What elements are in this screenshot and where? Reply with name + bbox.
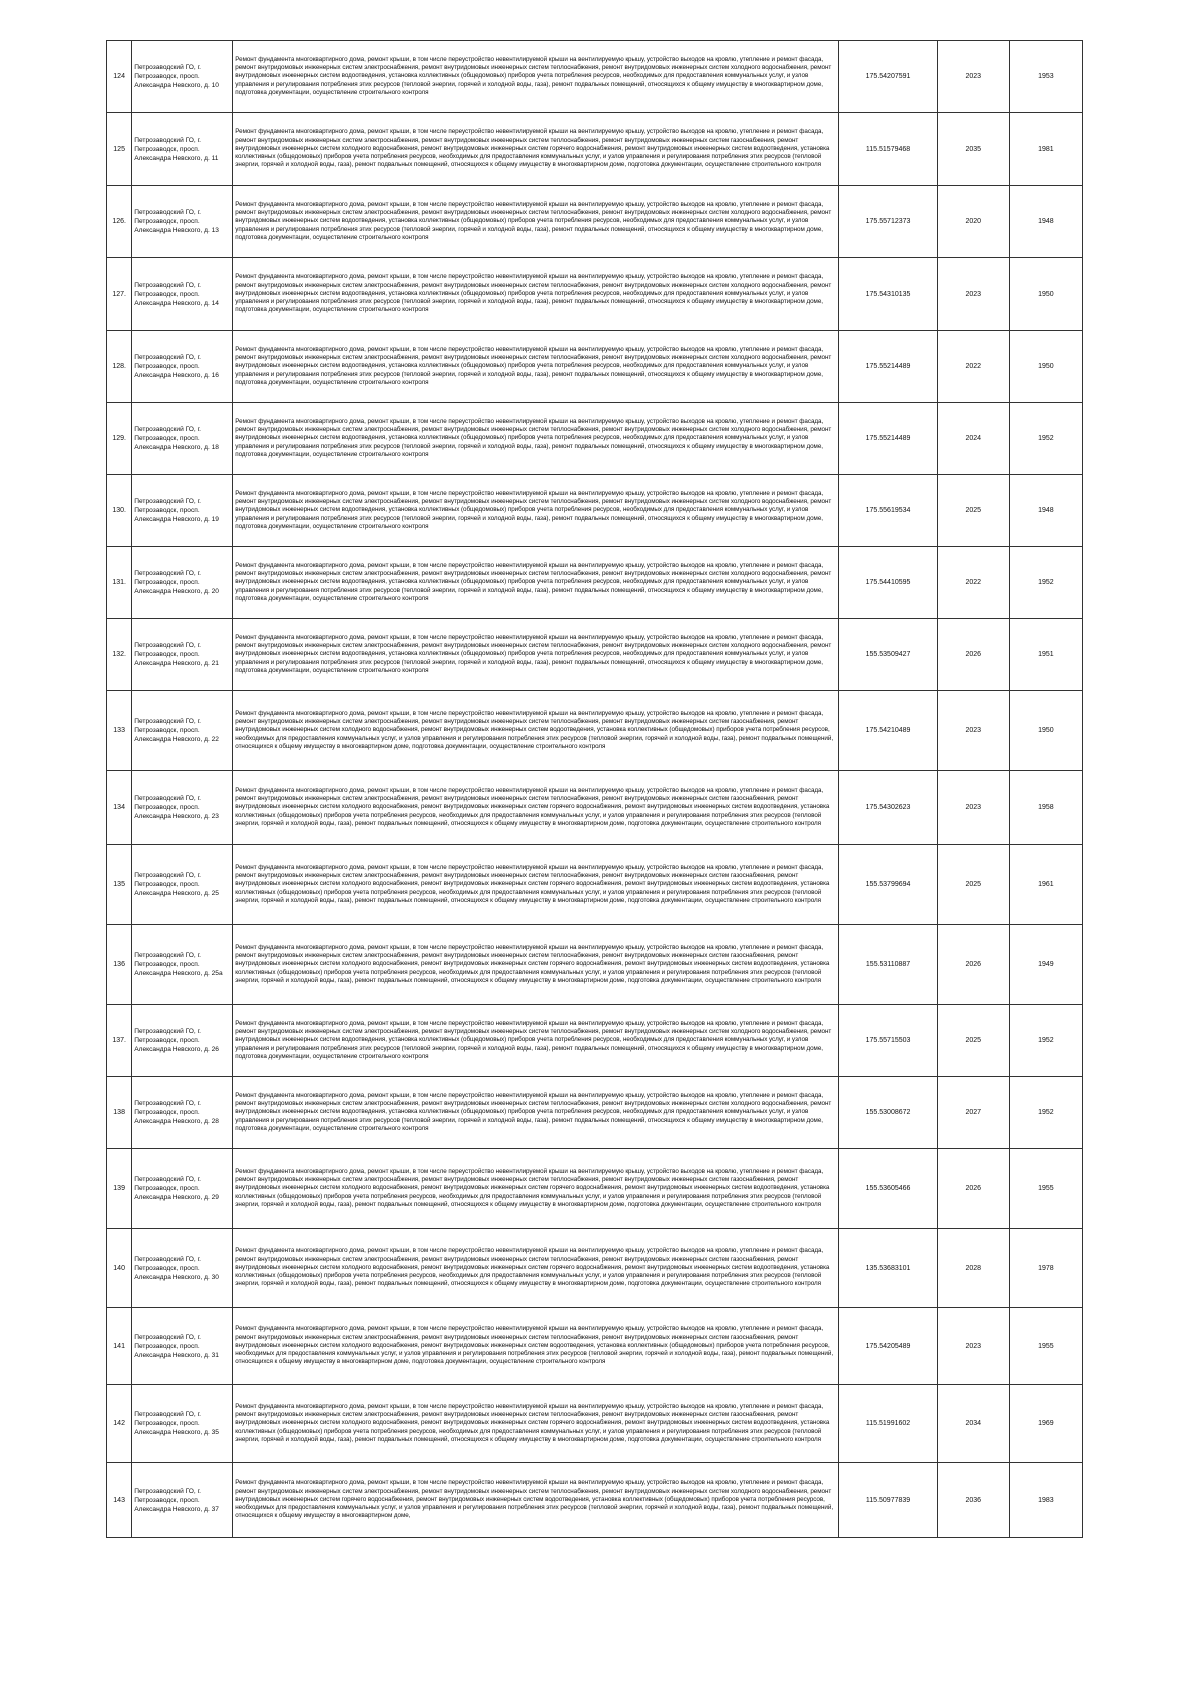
row-cost-cell: [839, 771, 937, 845]
row-built-year-cell: [1009, 113, 1082, 186]
row-cost: 115.51579468: [865, 145, 911, 153]
row-works-cell: [233, 691, 839, 771]
row-address-cell: [132, 691, 233, 771]
row-address: Петрозаводский ГО, г. Петрозаводск, просп. Александра Невского, д. 22: [134, 718, 219, 743]
row-planned-year-cell: [937, 331, 1009, 403]
row-cost: 175.55214489: [865, 363, 911, 370]
row-address: Петрозаводский ГО, г. Петрозаводск, просп. Александра Невского, д. 23: [134, 795, 219, 820]
row-works-cell: [233, 403, 839, 475]
row-planned-year-cell: [937, 258, 1009, 331]
row-number: 136: [113, 961, 125, 968]
row-cost: 175.55214489: [865, 435, 911, 442]
table-row: [107, 41, 1083, 113]
row-number-cell: [107, 1385, 132, 1463]
row-number-cell: [107, 1149, 132, 1229]
row-cost-cell: [839, 925, 937, 1005]
row-cost: 135.53683101: [865, 1264, 911, 1272]
row-works: Ремонт фундамента многоквартирного дома, ремонт крыши, в том числе переустройство невентилируемой крыши на вентилируемую крышу, устройство выходов на кровлю, утепление и ремонт фасада, ремонт внутридомовых инженерных систем электроснабжения, ремонт внутридомовых инженерных систем теплоснабжения, ремонт внутридомовых инженерных систем газоснабжения, ремонт внутридомовых инженерных систем холодного водоснабжения, ремонт внутридомовых инженерных систем горячего водоснабжения, ремонт внутридомовых инженерных систем водоотведения, установка коллективных (общедомовых) приборов учета потребления ресурсов, необходимых для предоставления коммунальных услуг, и узлов управления и регулирования потребления этих ресурсов (тепловой энергии, горячей и холодной воды, газа), ремонт подвальных помещений, относящихся к общему имуществу в многоквартирном доме, подготовка документации, осуществление строительного контроля: [235, 786, 830, 827]
row-planned-year: 2026: [965, 961, 982, 968]
row-cost: 115.51991602: [865, 1420, 911, 1427]
row-built-year: 1948: [1038, 218, 1054, 225]
row-planned-year-cell: [937, 547, 1009, 619]
row-number: 128.: [112, 363, 126, 370]
row-built-year: 1978: [1038, 1264, 1054, 1272]
row-built-year: 1955: [1038, 1342, 1054, 1350]
row-built-year-cell: [1009, 771, 1082, 845]
row-works-cell: [233, 1385, 839, 1463]
row-cost: 175.54210489: [865, 727, 911, 734]
row-number-cell: [107, 113, 132, 186]
row-planned-year: 2025: [965, 507, 982, 514]
row-works: Ремонт фундамента многоквартирного дома, ремонт крыши, в том числе переустройство невентилируемой крыши на вентилируемую крышу, устройство выходов на кровлю, утепление и ремонт фасада, ремонт внутридомовых инженерных систем электроснабжения, ремонт внутридомовых инженерных систем теплоснабжения, ремонт внутридомовых инженерных систем газоснабжения, ремонт внутридомовых инженерных систем холодного водоснабжения, ремонт внутридомовых инженерных систем горячего водоснабжения, ремонт внутридомовых инженерных систем водоотведения, установка коллективных (общедомовых) приборов учета потребления ресурсов, необходимых для предоставления коммунальных услуг, и узлов управления и регулирования потребления этих ресурсов (тепловой энергии, горячей и холодной воды, газа), ремонт подвальных помещений, относящихся к общему имуществу в многоквартирном доме, подготовка документации, осуществление строительного контроля: [235, 863, 830, 904]
row-works: Ремонт фундамента многоквартирного дома, ремонт крыши, в том числе переустройство невентилируемой крыши на вентилируемую крышу, устройство выходов на кровлю, утепление и ремонт фасада, ремонт внутридомовых инженерных систем электроснабжения, ремонт внутридомовых инженерных систем теплоснабжения, ремонт внутридомовых инженерных систем холодного водоснабжения, ремонт внутридомовых инженерных систем водоотведения, установка коллективных (общедомовых) приборов учета потребления ресурсов, необходимых для предоставления коммунальных услуг, и узлов управления и регулирования потребления этих ресурсов (тепловой энергии, горячей и холодной воды, газа), ремонт подвальных помещений, относящихся к общему имуществу в многоквартирном доме, подготовка документации, осуществление строительного контроля: [235, 633, 832, 674]
row-built-year-cell: [1009, 691, 1082, 771]
row-works: Ремонт фундамента многоквартирного дома, ремонт крыши, в том числе переустройство невентилируемой крыши на вентилируемую крышу, устройство выходов на кровлю, утепление и ремонт фасада, ремонт внутридомовых инженерных систем электроснабжения, ремонт внутридомовых инженерных систем теплоснабжения, ремонт внутридомовых инженерных систем газоснабжения, ремонт внутридомовых инженерных систем холодного водоснабжения, ремонт внутридомовых инженерных систем горячего водоснабжения, ремонт внутридомовых инженерных систем водоотведения, установка коллективных (общедомовых) приборов учета потребления ресурсов, необходимых для предоставления коммунальных услуг, и узлов управления и регулирования потребления этих ресурсов (тепловой энергии, горячей и холодной воды, газа), ремонт подвальных помещений, относящихся к общему имуществу в многоквартирном доме, подготовка документации, осуществление строительного контроля: [235, 1247, 830, 1288]
row-address-cell: [132, 186, 233, 258]
row-cost-cell: [839, 403, 937, 475]
row-planned-year-cell: [937, 771, 1009, 845]
row-works-cell: [233, 113, 839, 186]
row-cost-cell: [839, 1385, 937, 1463]
row-works-cell: [233, 1463, 839, 1538]
row-built-year-cell: [1009, 403, 1082, 475]
row-planned-year: 2036: [965, 1496, 982, 1504]
row-planned-year-cell: [937, 475, 1009, 547]
row-cost-cell: [839, 1308, 937, 1385]
row-number: 133: [113, 727, 125, 734]
row-built-year-cell: [1009, 475, 1082, 547]
row-planned-year: 2024: [965, 435, 982, 442]
row-planned-year: 2023: [965, 290, 982, 298]
row-address-cell: [132, 41, 233, 113]
row-built-year-cell: [1009, 1229, 1082, 1308]
row-address-cell: [132, 403, 233, 475]
row-number-cell: [107, 1005, 132, 1077]
row-planned-year-cell: [937, 186, 1009, 258]
row-address: Петрозаводский ГО, г. Петрозаводск, просп. Александра Невского, д. 20: [134, 570, 219, 595]
row-works: Ремонт фундамента многоквартирного дома, ремонт крыши, в том числе переустройство невентилируемой крыши на вентилируемую крышу, устройство выходов на кровлю, утепление и ремонт фасада, ремонт внутридомовых инженерных систем электроснабжения, ремонт внутридомовых инженерных систем теплоснабжения, ремонт внутридомовых инженерных систем холодного водоснабжения, ремонт внутридомовых инженерных систем водоотведения, установка коллективных (общедомовых) приборов учета потребления ресурсов, необходимых для предоставления коммунальных услуг, и узлов управления и регулирования потребления этих ресурсов (тепловой энергии, горячей и холодной воды, газа), ремонт подвальных помещений, относящихся к общему имуществу в многоквартирном доме, подготовка документации, осуществление строительного контроля: [235, 1091, 832, 1132]
row-cost: 155.53799694: [865, 881, 911, 888]
table-row: [107, 331, 1083, 403]
row-number: 135: [113, 881, 125, 888]
row-number-cell: [107, 619, 132, 691]
row-planned-year-cell: [937, 1077, 1009, 1149]
row-cost-cell: [839, 258, 937, 331]
row-works-cell: [233, 771, 839, 845]
table-body: [107, 41, 1083, 1538]
row-works-cell: [233, 41, 839, 113]
row-cost-cell: [839, 845, 937, 925]
row-built-year: 1969: [1038, 1420, 1054, 1427]
row-number-cell: [107, 258, 132, 331]
row-built-year: 1950: [1038, 727, 1054, 734]
row-built-year: 1952: [1038, 435, 1054, 442]
row-address-cell: [132, 619, 233, 691]
row-built-year: 1961: [1038, 881, 1054, 888]
table-row: [107, 1005, 1083, 1077]
row-works-cell: [233, 1149, 839, 1229]
row-number-cell: [107, 1463, 132, 1538]
row-planned-year-cell: [937, 619, 1009, 691]
row-built-year-cell: [1009, 1149, 1082, 1229]
table-row: [107, 1308, 1083, 1385]
row-address-cell: [132, 1229, 233, 1308]
row-built-year-cell: [1009, 619, 1082, 691]
row-cost-cell: [839, 331, 937, 403]
row-works-cell: [233, 925, 839, 1005]
row-number: 137.: [112, 1037, 126, 1044]
row-address-cell: [132, 1005, 233, 1077]
row-number: 138: [113, 1109, 125, 1116]
row-address: Петрозаводский ГО, г. Петрозаводск, просп. Александра Невского, д. 26: [134, 1028, 219, 1053]
table-row: [107, 771, 1083, 845]
row-address: Петрозаводский ГО, г. Петрозаводск, просп. Александра Невского, д. 25а: [134, 952, 223, 977]
row-address-cell: [132, 1149, 233, 1229]
row-number-cell: [107, 186, 132, 258]
row-built-year-cell: [1009, 925, 1082, 1005]
row-number-cell: [107, 41, 132, 113]
row-works: Ремонт фундамента многоквартирного дома, ремонт крыши, в том числе переустройство невентилируемой крыши на вентилируемую крышу, устройство выходов на кровлю, утепление и ремонт фасада, ремонт внутридомовых инженерных систем электроснабжения, ремонт внутридомовых инженерных систем теплоснабжения, ремонт внутридомовых инженерных систем холодного водоснабжения, ремонт внутридомовых инженерных систем горячего водоснабжения, ремонт внутридомовых инженерных систем водоотведения, установка коллективных (общедомовых) приборов учета потребления ресурсов, необходимых для предоставления коммунальных услуг, и узлов управления и регулирования потребления этих ресурсов (тепловой энергии, горячей и холодной воды, газа), ремонт подвальных помещений, относящихся к общему имуществу в многоквартирном доме,: [235, 1479, 834, 1520]
row-works: Ремонт фундамента многоквартирного дома, ремонт крыши, в том числе переустройство невентилируемой крыши на вентилируемую крышу, устройство выходов на кровлю, утепление и ремонт фасада, ремонт внутридомовых инженерных систем электроснабжения, ремонт внутридомовых инженерных систем теплоснабжения, ремонт внутридомовых инженерных систем газоснабжения, ремонт внутридомовых инженерных систем холодного водоснабжения, ремонт внутридомовых инженерных систем водоотведения, установка коллективных (общедомовых) приборов учета потребления ресурсов, необходимых для предоставления коммунальных услуг, и узлов управления и регулирования потребления этих ресурсов (тепловой энергии, горячей и холодной воды, газа), ремонт подвальных помещений, относящихся к общему имуществу в многоквартирном доме, подготовка документации, осуществление строительного контроля: [235, 1325, 834, 1366]
row-cost-cell: [839, 41, 937, 113]
row-built-year: 1949: [1038, 961, 1054, 968]
row-number-cell: [107, 475, 132, 547]
row-works: Ремонт фундамента многоквартирного дома, ремонт крыши, в том числе переустройство невентилируемой крыши на вентилируемую крышу, устройство выходов на кровлю, утепление и ремонт фасада, ремонт внутридомовых инженерных систем электроснабжения, ремонт внутридомовых инженерных систем теплоснабжения, ремонт внутридомовых инженерных систем холодного водоснабжения, ремонт внутридомовых инженерных систем водоотведения, установка коллективных (общедомовых) приборов учета потребления ресурсов, необходимых для предоставления коммунальных услуг, и узлов управления и регулирования потребления этих ресурсов (тепловой энергии, горячей и холодной воды, газа), ремонт подвальных помещений, относящихся к общему имуществу в многоквартирном доме, подготовка документации, осуществление строительного контроля: [235, 417, 832, 458]
row-address-cell: [132, 771, 233, 845]
row-planned-year-cell: [937, 41, 1009, 113]
row-cost: 175.54310135: [865, 290, 911, 298]
row-built-year-cell: [1009, 1385, 1082, 1463]
table-row: [107, 691, 1083, 771]
row-built-year-cell: [1009, 41, 1082, 113]
table-row: [107, 258, 1083, 331]
row-address: Петрозаводский ГО, г. Петрозаводск, просп. Александра Невского, д. 21: [134, 642, 219, 667]
row-cost-cell: [839, 547, 937, 619]
row-cost-cell: [839, 1229, 937, 1308]
row-address-cell: [132, 845, 233, 925]
row-planned-year-cell: [937, 845, 1009, 925]
row-address: Петрозаводский ГО, г. Петрозаводск, просп. Александра Невского, д. 25: [134, 872, 219, 897]
row-planned-year: 2026: [965, 1185, 982, 1192]
row-built-year-cell: [1009, 845, 1082, 925]
row-number-cell: [107, 691, 132, 771]
row-built-year: 1983: [1038, 1496, 1054, 1504]
table-row: [107, 113, 1083, 186]
row-number-cell: [107, 403, 132, 475]
row-built-year: 1950: [1038, 363, 1054, 370]
row-works: Ремонт фундамента многоквартирного дома, ремонт крыши, в том числе переустройство невентилируемой крыши на вентилируемую крышу, устройство выходов на кровлю, утепление и ремонт фасада, ремонт внутридомовых инженерных систем электроснабжения, ремонт внутридомовых инженерных систем теплоснабжения, ремонт внутридомовых инженерных систем холодного водоснабжения, ремонт внутридомовых инженерных систем водоотведения, установка коллективных (общедомовых) приборов учета потребления ресурсов, необходимых для предоставления коммунальных услуг, и узлов управления и регулирования потребления этих ресурсов (тепловой энергии, горячей и холодной воды, газа), ремонт подвальных помещений, относящихся к общему имуществу в многоквартирном доме, подготовка документации, осуществление строительного контроля: [235, 561, 832, 602]
row-works: Ремонт фундамента многоквартирного дома, ремонт крыши, в том числе переустройство невентилируемой крыши на вентилируемую крышу, устройство выходов на кровлю, утепление и ремонт фасада, ремонт внутридомовых инженерных систем электроснабжения, ремонт внутридомовых инженерных систем теплоснабжения, ремонт внутридомовых инженерных систем холодного водоснабжения, ремонт внутридомовых инженерных систем водоотведения, установка коллективных (общедомовых) приборов учета потребления ресурсов, необходимых для предоставления коммунальных услуг, и узлов управления и регулирования потребления этих ресурсов (тепловой энергии, горячей и холодной воды, газа), ремонт подвальных помещений, относящихся к общему имуществу в многоквартирном доме, подготовка документации, осуществление строительного контроля: [235, 55, 832, 96]
row-address-cell: [132, 331, 233, 403]
row-planned-year: 2035: [965, 145, 982, 153]
row-built-year-cell: [1009, 186, 1082, 258]
row-planned-year: 2027: [965, 1109, 982, 1116]
row-planned-year: 2023: [965, 727, 982, 734]
row-number: 143: [113, 1496, 125, 1504]
row-works: Ремонт фундамента многоквартирного дома, ремонт крыши, в том числе переустройство невентилируемой крыши на вентилируемую крышу, устройство выходов на кровлю, утепление и ремонт фасада, ремонт внутридомовых инженерных систем электроснабжения, ремонт внутридомовых инженерных систем теплоснабжения, ремонт внутридомовых инженерных систем холодного водоснабжения, ремонт внутридомовых инженерных систем водоотведения, установка коллективных (общедомовых) приборов учета потребления ресурсов, необходимых для предоставления коммунальных услуг, и узлов управления и регулирования потребления этих ресурсов (тепловой энергии, горячей и холодной воды, газа), ремонт подвальных помещений, относящихся к общему имуществу в многоквартирном доме, подготовка документации, осуществление строительного контроля: [235, 1019, 832, 1060]
row-cost: 175.54302623: [865, 804, 911, 811]
row-address: Петрозаводский ГО, г. Петрозаводск, просп. Александра Невского, д. 35: [134, 1411, 219, 1436]
row-address: Петрозаводский ГО, г. Петрозаводск, просп. Александра Невского, д. 18: [134, 426, 219, 451]
row-address: Петрозаводский ГО, г. Петрозаводск, просп. Александра Невского, д. 30: [134, 1255, 219, 1281]
row-cost-cell: [839, 475, 937, 547]
row-works: Ремонт фундамента многоквартирного дома, ремонт крыши, в том числе переустройство невентилируемой крыши на вентилируемую крышу, устройство выходов на кровлю, утепление и ремонт фасада, ремонт внутридомовых инженерных систем электроснабжения, ремонт внутридомовых инженерных систем теплоснабжения, ремонт внутридомовых инженерных систем холодного водоснабжения, ремонт внутридомовых инженерных систем водоотведения, установка коллективных (общедомовых) приборов учета потребления ресурсов, необходимых для предоставления коммунальных услуг, и узлов управления и регулирования потребления этих ресурсов (тепловой энергии, горячей и холодной воды, газа), ремонт подвальных помещений, относящихся к общему имуществу в многоквартирном доме, подготовка документации, осуществление строительного контроля: [235, 489, 832, 530]
row-works-cell: [233, 186, 839, 258]
row-number: 126.: [112, 218, 126, 225]
table-row: [107, 547, 1083, 619]
row-works: Ремонт фундамента многоквартирного дома, ремонт крыши, в том числе переустройство невентилируемой крыши на вентилируемую крышу, устройство выходов на кровлю, утепление и ремонт фасада, ремонт внутридомовых инженерных систем электроснабжения, ремонт внутридомовых инженерных систем теплоснабжения, ремонт внутридомовых инженерных систем газоснабжения, ремонт внутридомовых инженерных систем холодного водоснабжения, ремонт внутридомовых инженерных систем водоотведения, установка коллективных (общедомовых) приборов учета потребления ресурсов, необходимых для предоставления коммунальных услуг, и узлов управления и регулирования потребления этих ресурсов (тепловой энергии, горячей и холодной воды, газа), ремонт подвальных помещений, относящихся к общему имуществу в многоквартирном доме, подготовка документации, осуществление строительного контроля: [235, 709, 834, 750]
row-cost-cell: [839, 1005, 937, 1077]
row-planned-year: 2020: [965, 218, 982, 225]
row-cost: 175.55619534: [865, 507, 911, 514]
row-cost-cell: [839, 113, 937, 186]
row-address-cell: [132, 1308, 233, 1385]
table-row: [107, 619, 1083, 691]
row-number: 131.: [112, 579, 126, 586]
row-works-cell: [233, 258, 839, 331]
row-built-year-cell: [1009, 258, 1082, 331]
row-works-cell: [233, 619, 839, 691]
row-planned-year: 2022: [965, 579, 982, 586]
row-built-year: 1950: [1038, 290, 1054, 298]
row-works-cell: [233, 1229, 839, 1308]
row-works: Ремонт фундамента многоквартирного дома, ремонт крыши, в том числе переустройство невентилируемой крыши на вентилируемую крышу, устройство выходов на кровлю, утепление и ремонт фасада, ремонт внутридомовых инженерных систем электроснабжения, ремонт внутридомовых инженерных систем теплоснабжения, ремонт внутридомовых инженерных систем газоснабжения, ремонт внутридомовых инженерных систем холодного водоснабжения, ремонт внутридомовых инженерных систем горячего водоснабжения, ремонт внутридомовых инженерных систем водоотведения, установка коллективных (общедомовых) приборов учета потребления ресурсов, необходимых для предоставления коммунальных услуг, и узлов управления и регулирования потребления этих ресурсов (тепловой энергии, горячей и холодной воды, газа), ремонт подвальных помещений, относящихся к общему имуществу в многоквартирном доме, подготовка документации, осуществление строительного контроля: [235, 128, 830, 169]
row-works: Ремонт фундамента многоквартирного дома, ремонт крыши, в том числе переустройство невентилируемой крыши на вентилируемую крышу, устройство выходов на кровлю, утепление и ремонт фасада, ремонт внутридомовых инженерных систем электроснабжения, ремонт внутридомовых инженерных систем теплоснабжения, ремонт внутридомовых инженерных систем газоснабжения, ремонт внутридомовых инженерных систем холодного водоснабжения, ремонт внутридомовых инженерных систем горячего водоснабжения, ремонт внутридомовых инженерных систем водоотведения, установка коллективных (общедомовых) приборов учета потребления ресурсов, необходимых для предоставления коммунальных услуг, и узлов управления и регулирования потребления этих ресурсов (тепловой энергии, горячей и холодной воды, газа), ремонт подвальных помещений, относящихся к общему имуществу в многоквартирном доме, подготовка документации, осуществление строительного контроля: [235, 1402, 830, 1443]
row-built-year: 1953: [1038, 73, 1054, 80]
row-planned-year-cell: [937, 1149, 1009, 1229]
row-number: 129.: [112, 435, 126, 442]
row-number-cell: [107, 1308, 132, 1385]
row-works-cell: [233, 331, 839, 403]
row-address: Петрозаводский ГО, г. Петрозаводск, просп. Александра Невского, д. 11: [134, 136, 219, 162]
row-planned-year-cell: [937, 1308, 1009, 1385]
row-address-cell: [132, 547, 233, 619]
row-built-year: 1958: [1038, 804, 1054, 811]
row-planned-year: 2023: [965, 73, 982, 80]
row-cost-cell: [839, 186, 937, 258]
row-built-year-cell: [1009, 547, 1082, 619]
row-works: Ремонт фундамента многоквартирного дома, ремонт крыши, в том числе переустройство невентилируемой крыши на вентилируемую крышу, устройство выходов на кровлю, утепление и ремонт фасада, ремонт внутридомовых инженерных систем электроснабжения, ремонт внутридомовых инженерных систем теплоснабжения, ремонт внутридомовых инженерных систем холодного водоснабжения, ремонт внутридомовых инженерных систем водоотведения, установка коллективных (общедомовых) приборов учета потребления ресурсов, необходимых для предоставления коммунальных услуг, и узлов управления и регулирования потребления этих ресурсов (тепловой энергии, горячей и холодной воды, газа), ремонт подвальных помещений, относящихся к общему имуществу в многоквартирном доме, подготовка документации, осуществление строительного контроля: [235, 273, 832, 314]
row-number-cell: [107, 771, 132, 845]
row-address: Петрозаводский ГО, г. Петрозаводск, просп. Александра Невского, д. 14: [134, 281, 219, 307]
row-planned-year-cell: [937, 925, 1009, 1005]
row-planned-year-cell: [937, 1463, 1009, 1538]
row-cost: 155.53605466: [865, 1185, 911, 1192]
row-planned-year-cell: [937, 1229, 1009, 1308]
row-address: Петрозаводский ГО, г. Петрозаводск, просп. Александра Невского, д. 13: [134, 209, 219, 234]
row-address-cell: [132, 113, 233, 186]
table-row: [107, 403, 1083, 475]
row-built-year-cell: [1009, 1077, 1082, 1149]
table-row: [107, 1229, 1083, 1308]
row-works-cell: [233, 1308, 839, 1385]
row-cost: 175.54207591: [865, 73, 911, 80]
row-number: 141: [113, 1342, 125, 1350]
row-address: Петрозаводский ГО, г. Петрозаводск, просп. Александра Невского, д. 37: [134, 1487, 219, 1513]
table-row: [107, 186, 1083, 258]
row-cost: 115.50977839: [865, 1496, 911, 1504]
row-cost-cell: [839, 619, 937, 691]
row-works-cell: [233, 1077, 839, 1149]
row-cost: 155.53509427: [865, 651, 911, 658]
row-planned-year: 2023: [965, 804, 982, 811]
row-cost: 175.55715503: [865, 1037, 911, 1044]
row-planned-year-cell: [937, 113, 1009, 186]
row-number: 130.: [112, 507, 126, 514]
row-works-cell: [233, 1005, 839, 1077]
row-planned-year: 2022: [965, 363, 982, 370]
row-works-cell: [233, 475, 839, 547]
row-built-year: 1955: [1038, 1185, 1054, 1192]
row-cost: 155.53008672: [865, 1109, 911, 1116]
row-address: Петрозаводский ГО, г. Петрозаводск, просп. Александра Невского, д. 10: [134, 64, 219, 89]
row-planned-year: 2025: [965, 1037, 982, 1044]
row-address-cell: [132, 1463, 233, 1538]
row-number-cell: [107, 845, 132, 925]
row-number-cell: [107, 1229, 132, 1308]
row-cost-cell: [839, 1149, 937, 1229]
row-built-year: 1948: [1038, 507, 1054, 514]
row-planned-year-cell: [937, 1385, 1009, 1463]
table-row: [107, 1463, 1083, 1538]
table-row: [107, 1077, 1083, 1149]
row-works: Ремонт фундамента многоквартирного дома, ремонт крыши, в том числе переустройство невентилируемой крыши на вентилируемую крышу, устройство выходов на кровлю, утепление и ремонт фасада, ремонт внутридомовых инженерных систем электроснабжения, ремонт внутридомовых инженерных систем теплоснабжения, ремонт внутридомовых инженерных систем холодного водоснабжения, ремонт внутридомовых инженерных систем водоотведения, установка коллективных (общедомовых) приборов учета потребления ресурсов, необходимых для предоставления коммунальных услуг, и узлов управления и регулирования потребления этих ресурсов (тепловой энергии, горячей и холодной воды, газа), ремонт подвальных помещений, относящихся к общему имуществу в многоквартирном доме, подготовка документации, осуществление строительного контроля: [235, 200, 832, 241]
row-number-cell: [107, 547, 132, 619]
row-number-cell: [107, 925, 132, 1005]
row-planned-year-cell: [937, 403, 1009, 475]
row-cost-cell: [839, 1463, 937, 1538]
row-number: 127.: [112, 290, 126, 298]
row-number-cell: [107, 1077, 132, 1149]
row-number: 142: [113, 1420, 125, 1427]
row-built-year: 1951: [1038, 651, 1054, 658]
row-number: 125: [113, 145, 125, 153]
row-address: Петрозаводский ГО, г. Петрозаводск, просп. Александра Невского, д. 19: [134, 498, 219, 523]
row-built-year: 1952: [1038, 1037, 1054, 1044]
row-address: Петрозаводский ГО, г. Петрозаводск, просп. Александра Невского, д. 28: [134, 1100, 219, 1125]
row-cost: 175.54410595: [865, 579, 911, 586]
row-number: 139: [113, 1185, 125, 1192]
capital-repair-table: [106, 40, 1083, 1538]
row-address-cell: [132, 258, 233, 331]
row-cost-cell: [839, 691, 937, 771]
row-built-year-cell: [1009, 1308, 1082, 1385]
row-works-cell: [233, 547, 839, 619]
table-row: [107, 845, 1083, 925]
row-planned-year: 2034: [965, 1420, 982, 1427]
row-planned-year: 2026: [965, 651, 982, 658]
row-built-year: 1952: [1038, 579, 1054, 586]
row-number: 140: [113, 1264, 125, 1272]
row-works-cell: [233, 845, 839, 925]
row-built-year: 1952: [1038, 1109, 1054, 1116]
row-built-year-cell: [1009, 1463, 1082, 1538]
row-built-year: 1981: [1038, 145, 1054, 153]
row-number: 124: [113, 73, 125, 80]
row-planned-year: 2028: [965, 1264, 982, 1272]
row-cost: 175.54205489: [865, 1342, 911, 1350]
row-address: Петрозаводский ГО, г. Петрозаводск, просп. Александра Невского, д. 29: [134, 1176, 219, 1201]
row-address-cell: [132, 925, 233, 1005]
row-address: Петрозаводский ГО, г. Петрозаводск, просп. Александра Невского, д. 16: [134, 354, 219, 379]
table-row: [107, 1385, 1083, 1463]
row-cost-cell: [839, 1077, 937, 1149]
table-row: [107, 475, 1083, 547]
row-planned-year-cell: [937, 691, 1009, 771]
row-cost: 175.55712373: [865, 218, 911, 225]
row-built-year-cell: [1009, 331, 1082, 403]
row-planned-year-cell: [937, 1005, 1009, 1077]
table-row: [107, 925, 1083, 1005]
row-number: 132.: [112, 651, 126, 658]
row-address: Петрозаводский ГО, г. Петрозаводск, просп. Александра Невского, д. 31: [134, 1333, 219, 1359]
row-works: Ремонт фундамента многоквартирного дома, ремонт крыши, в том числе переустройство невентилируемой крыши на вентилируемую крышу, устройство выходов на кровлю, утепление и ремонт фасада, ремонт внутридомовых инженерных систем электроснабжения, ремонт внутридомовых инженерных систем теплоснабжения, ремонт внутридомовых инженерных систем газоснабжения, ремонт внутридомовых инженерных систем холодного водоснабжения, ремонт внутридомовых инженерных систем горячего водоснабжения, ремонт внутридомовых инженерных систем водоотведения, установка коллективных (общедомовых) приборов учета потребления ресурсов, необходимых для предоставления коммунальных услуг, и узлов управления и регулирования потребления этих ресурсов (тепловой энергии, горячей и холодной воды, газа), ремонт подвальных помещений, относящихся к общему имуществу в многоквартирном доме, подготовка документации, осуществление строительного контроля: [235, 1167, 830, 1208]
row-address-cell: [132, 1385, 233, 1463]
row-address-cell: [132, 475, 233, 547]
row-built-year-cell: [1009, 1005, 1082, 1077]
row-works: Ремонт фундамента многоквартирного дома, ремонт крыши, в том числе переустройство невентилируемой крыши на вентилируемую крышу, устройство выходов на кровлю, утепление и ремонт фасада, ремонт внутридомовых инженерных систем электроснабжения, ремонт внутридомовых инженерных систем теплоснабжения, ремонт внутридомовых инженерных систем холодного водоснабжения, ремонт внутридомовых инженерных систем водоотведения, установка коллективных (общедомовых) приборов учета потребления ресурсов, необходимых для предоставления коммунальных услуг, и узлов управления и регулирования потребления этих ресурсов (тепловой энергии, горячей и холодной воды, газа), ремонт подвальных помещений, относящихся к общему имуществу в многоквартирном доме, подготовка документации, осуществление строительного контроля: [235, 345, 832, 386]
row-planned-year: 2025: [965, 881, 982, 888]
row-works: Ремонт фундамента многоквартирного дома, ремонт крыши, в том числе переустройство невентилируемой крыши на вентилируемую крышу, устройство выходов на кровлю, утепление и ремонт фасада, ремонт внутридомовых инженерных систем электроснабжения, ремонт внутридомовых инженерных систем теплоснабжения, ремонт внутридомовых инженерных систем газоснабжения, ремонт внутридомовых инженерных систем холодного водоснабжения, ремонт внутридомовых инженерных систем горячего водоснабжения, ремонт внутридомовых инженерных систем водоотведения, установка коллективных (общедомовых) приборов учета потребления ресурсов, необходимых для предоставления коммунальных услуг, и узлов управления и регулирования потребления этих ресурсов (тепловой энергии, горячей и холодной воды, газа), ремонт подвальных помещений, относящихся к общему имуществу в многоквартирном доме, подготовка документации, осуществление строительного контроля: [235, 943, 830, 984]
row-number-cell: [107, 331, 132, 403]
row-address-cell: [132, 1077, 233, 1149]
row-planned-year: 2023: [965, 1342, 982, 1350]
table-row: [107, 1149, 1083, 1229]
row-number: 134: [113, 804, 125, 811]
row-cost: 155.53110887: [865, 961, 911, 968]
